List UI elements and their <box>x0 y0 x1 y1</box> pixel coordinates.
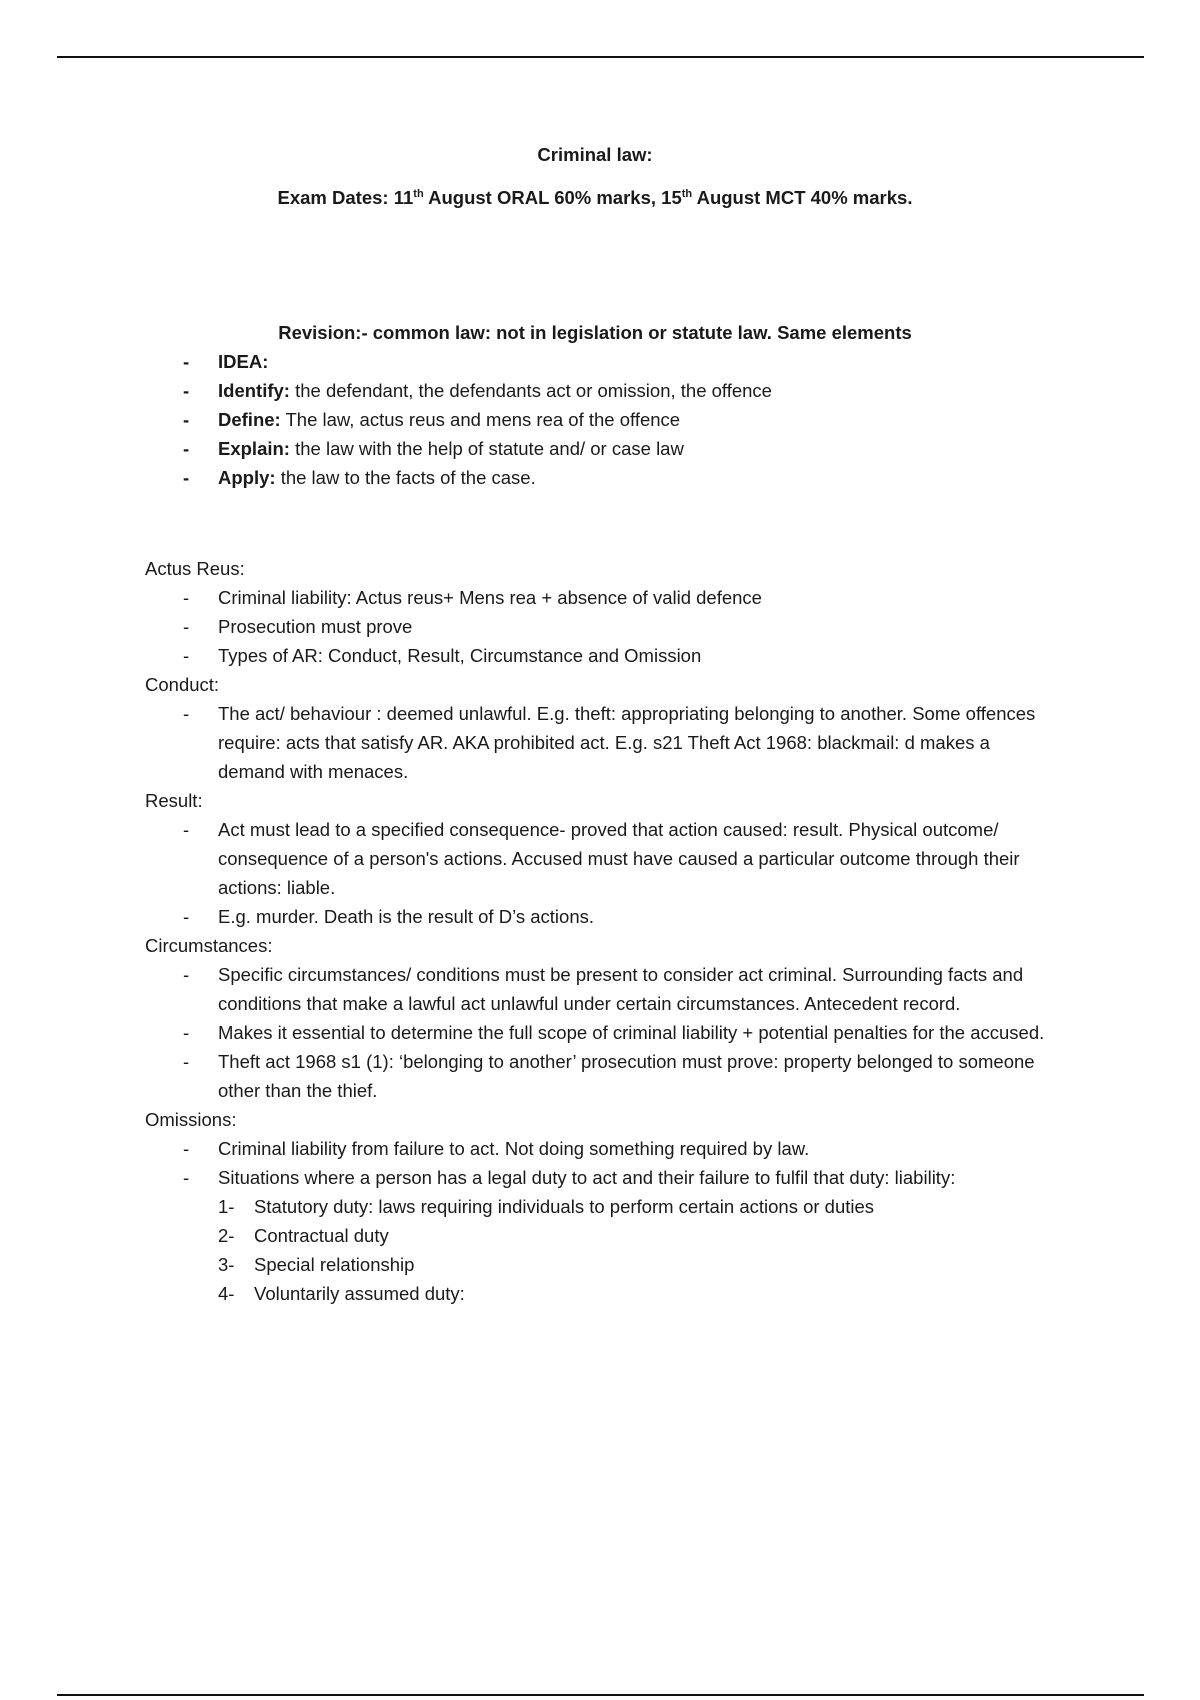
omissions-list <box>145 1134 1045 1192</box>
circumstances-list <box>145 960 1045 1105</box>
list-item: - Theft act 1968 s1 (1): ‘belonging to another’ prosecution must prove: property belonged to someone other than the thief. <box>145 1047 1045 1105</box>
list-item: - The act/ behaviour : deemed unlawful. E.g. theft: appropriating belonging to another. Some offences require: acts that satisfy AR. AKA prohibited act. E.g. s21 Theft Act 1968: blackmail: d makes a demand with menaces. <box>145 699 1045 786</box>
result-heading: Result: <box>145 790 203 811</box>
top-rule <box>57 56 1144 58</box>
idea-list <box>145 347 1045 492</box>
list-item: - Act must lead to a specified consequence- proved that action caused: result. Physical outcome/ consequence of a person's actions. Accused must have caused a particular outcome through their actions: liable. <box>145 815 1045 902</box>
circumstances-heading: Circumstances: <box>145 935 273 956</box>
revision-heading: Revision:- common law: not in legislation or statute law. Same elements <box>278 322 912 343</box>
list-item: - E.g. murder. Death is the result of D’s actions. <box>145 902 1045 931</box>
actus-reus-list <box>145 583 1045 670</box>
duty-list <box>145 1192 1045 1308</box>
document-page <box>145 140 1045 1308</box>
list-item: - Specific circumstances/ conditions must be present to consider act criminal. Surrounding facts and conditions that make a lawful act unlawful under certain circumstances. Antecedent record. <box>145 960 1045 1018</box>
list-item: - Define: The law, actus reus and mens rea of the offence <box>145 405 1045 434</box>
result-list <box>145 815 1045 931</box>
list-item: - Apply: the law to the facts of the case. <box>145 463 1045 492</box>
document-title: Criminal law: <box>537 144 653 165</box>
list-item: - Criminal liability from failure to act. Not doing something required by law. <box>145 1134 1045 1163</box>
exam-dates: Exam Dates: 11th August ORAL 60% marks, 15th August MCT 40% marks. <box>277 187 913 208</box>
conduct-list <box>145 699 1045 786</box>
list-item: - Makes it essential to determine the full scope of criminal liability + potential penalties for the accused. <box>145 1018 1045 1047</box>
omissions-heading: Omissions: <box>145 1109 237 1130</box>
list-item: - IDEA: <box>145 347 1045 376</box>
list-item: - Criminal liability: Actus reus+ Mens rea + absence of valid defence <box>145 583 1045 612</box>
conduct-heading: Conduct: <box>145 674 220 695</box>
list-item: - Prosecution must prove <box>145 612 1045 641</box>
list-item: - Types of AR: Conduct, Result, Circumstance and Omission <box>145 641 1045 670</box>
list-item: - Situations where a person has a legal duty to act and their failure to fulfil that duty: liability: <box>145 1163 1045 1192</box>
bottom-rule <box>57 1694 1144 1696</box>
duty-item: 2- Contractual duty <box>218 1225 389 1246</box>
list-item: - Identify: the defendant, the defendants act or omission, the offence <box>145 376 1045 405</box>
actus-reus-heading: Actus Reus: <box>145 558 245 579</box>
duty-item: 3- Special relationship <box>218 1254 415 1275</box>
list-item: - Explain: the law with the help of statute and/ or case law <box>145 434 1045 463</box>
duty-item: 1- Statutory duty: laws requiring individuals to perform certain actions or duties <box>218 1196 875 1217</box>
duty-item: 4- Voluntarily assumed duty: <box>218 1283 465 1304</box>
